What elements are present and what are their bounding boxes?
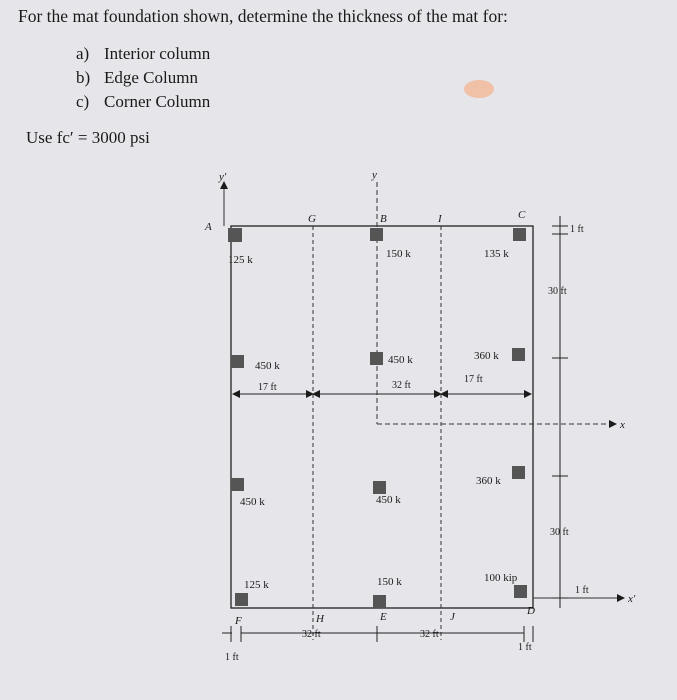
axis-label-y: y: [372, 169, 377, 181]
grid-label-b: B: [380, 213, 387, 225]
load-low-center: 450 k: [376, 494, 401, 506]
column-low-left: [231, 478, 244, 491]
dim-label-edge-bottom-left: 1 ft: [225, 652, 239, 663]
load-a: 125 k: [228, 254, 253, 266]
mat-outline: [231, 226, 533, 608]
dim-label-edge-top-right: 1 ft: [570, 224, 584, 235]
dim-label-edge-bottom-right-side: 1 ft: [575, 585, 589, 596]
part-text: Interior column: [104, 44, 211, 63]
grid-label-j: J: [450, 611, 455, 623]
column-f: [235, 593, 248, 606]
grid-label-a: A: [205, 221, 212, 233]
part-label: c): [76, 92, 90, 111]
dim-label-vert-upper: 30 ft: [548, 286, 567, 297]
load-e: 150 k: [377, 576, 402, 588]
column-mid-right: [512, 348, 525, 361]
part-label: a): [76, 44, 90, 63]
dim-label-vert-lower: 30 ft: [550, 527, 569, 538]
dim-label-offset-right: 17 ft: [464, 374, 483, 385]
load-low-right: 360 k: [476, 475, 501, 487]
column-b: [370, 228, 383, 241]
load-mid-right: 360 k: [474, 350, 499, 362]
axis-label-y-prime: y′: [219, 171, 227, 183]
dim-label-offset-center: 32 ft: [392, 380, 411, 391]
load-d: 100 kip: [484, 572, 518, 584]
axis-label-x: x: [620, 419, 625, 431]
load-low-left: 450 k: [240, 496, 265, 508]
axis-label-x-prime: x′: [628, 593, 636, 605]
column-mid-left: [231, 355, 244, 368]
column-mid-center: [370, 352, 383, 365]
column-c: [513, 228, 526, 241]
material-spec: Use fc′ = 3000 psi: [26, 128, 150, 147]
dim-label-span-2: 32 ft: [420, 629, 439, 640]
load-mid-left: 450 k: [255, 360, 280, 372]
part-text: Edge Column: [104, 68, 198, 87]
grid-label-e: E: [380, 611, 387, 623]
column-low-center: [373, 481, 386, 494]
column-e: [373, 595, 386, 608]
load-mid-center: 450 k: [388, 354, 413, 366]
grid-label-d: D: [527, 605, 535, 617]
grid-label-c: C: [518, 209, 526, 221]
load-c: 135 k: [484, 248, 509, 260]
dim-label-offset-left: 17 ft: [258, 382, 277, 393]
problem-title: For the mat foundation shown, determine the thickness of the mat for:: [18, 6, 508, 26]
dim-label-edge-bottom-right: 1 ft: [518, 642, 532, 653]
part-label: b): [76, 68, 91, 87]
load-f: 125 k: [244, 579, 269, 591]
grid-label-h: H: [316, 613, 324, 625]
column-d: [514, 585, 527, 598]
grid-label-g: G: [308, 213, 316, 225]
dim-label-span-1: 32 ft: [302, 629, 321, 640]
part-text: Corner Column: [104, 92, 211, 111]
column-low-right: [512, 466, 525, 479]
column-a: [228, 228, 242, 242]
load-b: 150 k: [386, 248, 411, 260]
grid-label-f: F: [235, 615, 242, 627]
grid-label-i: I: [438, 213, 442, 225]
